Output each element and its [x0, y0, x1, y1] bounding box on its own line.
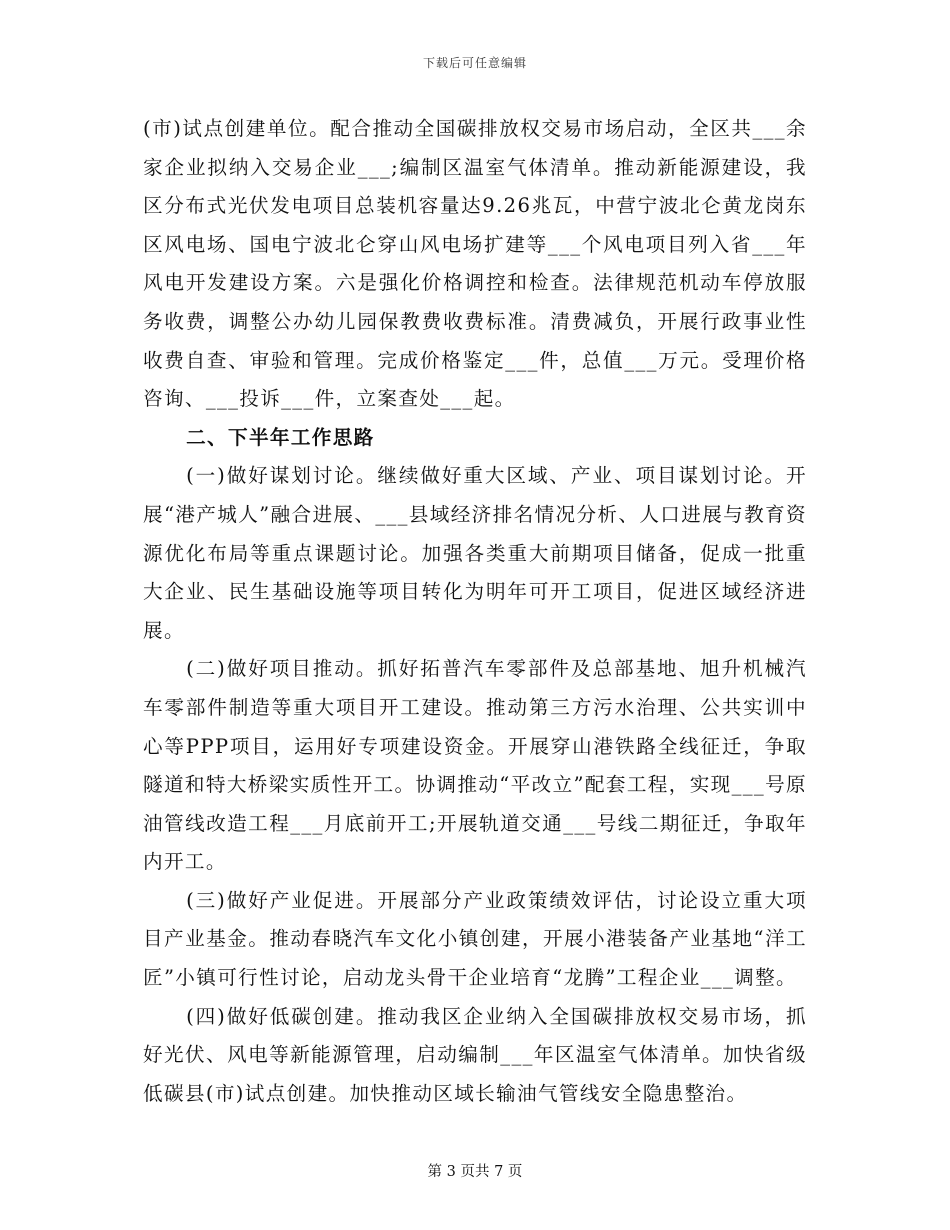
- header-note: 下载后可任意编辑: [422, 56, 527, 70]
- paragraph-industry: (三)做好产业促进。开展部分产业政策绩效评估，讨论设立重大项目产业基金。推动春晓汽车文化小镇创建，开展小港装备产业基地“洋工匠”小镇可行性讨论，启动龙头骨干企业培育“龙腾”工程企业___调整。: [143, 888, 807, 990]
- section-heading: 二、下半年工作思路: [186, 425, 375, 449]
- paragraph-projects: (二)做好项目推动。抓好拓普汽车零部件及总部基地、旭升机械汽车零部件制造等重大项目开工建设。推动第三方污水治理、公共实训中心等PPP项目，运用好专项建设资金。开展穿山港铁路全线征迁，争取隧道和特大桥梁实质性开工。协调推动“平改立”配套工程，实现___号原油管线改造工程___月底前开工;开展轨道交通___号线二期征迁，争取年内开工。: [143, 657, 807, 874]
- page-number: 第 3 页共 7 页: [427, 1164, 523, 1180]
- paragraph-continuation: (市)试点创建单位。配合推动全国碳排放权交易市场启动，全区共___余家企业拟纳入交易企业___;编制区温室气体清单。推动新能源建设，我区分布式光伏发电项目总装机容量达9.26兆瓦，中营宁波北仑黄龙岗东区风电场、国电宁波北仑穿山风电场扩建等___个风电项目列入省___年风电开发建设方案。六是强化价格调控和检查。法律规范机动车停放服务收费，调整公办幼儿园保教费收费标准。清费减负，开展行政事业性收费自查、审验和管理。完成价格鉴定___件，总值___万元。受理价格咨询、___投诉___件，立案查处___起。: [143, 117, 807, 411]
- paragraph-low-carbon: (四)做好低碳创建。推动我区企业纳入全国碳排放权交易市场，抓好光伏、风电等新能源管理，启动编制___年区温室气体清单。加快省级低碳县(市)试点创建。加快推动区域长输油气管线安全隐患整治。: [143, 1004, 807, 1105]
- document-body: [143, 110, 807, 1113]
- paragraph-planning: (一)做好谋划讨论。继续做好重大区域、产业、项目谋划讨论。开展“港产城人”融合进展、___县域经济排名情况分析、人口进展与教育资源优化布局等重点课题讨论。加强各类重大前期项目储备，促成一批重大企业、民生基础设施等项目转化为明年可开工项目，促进区域经济进展。: [143, 464, 807, 642]
